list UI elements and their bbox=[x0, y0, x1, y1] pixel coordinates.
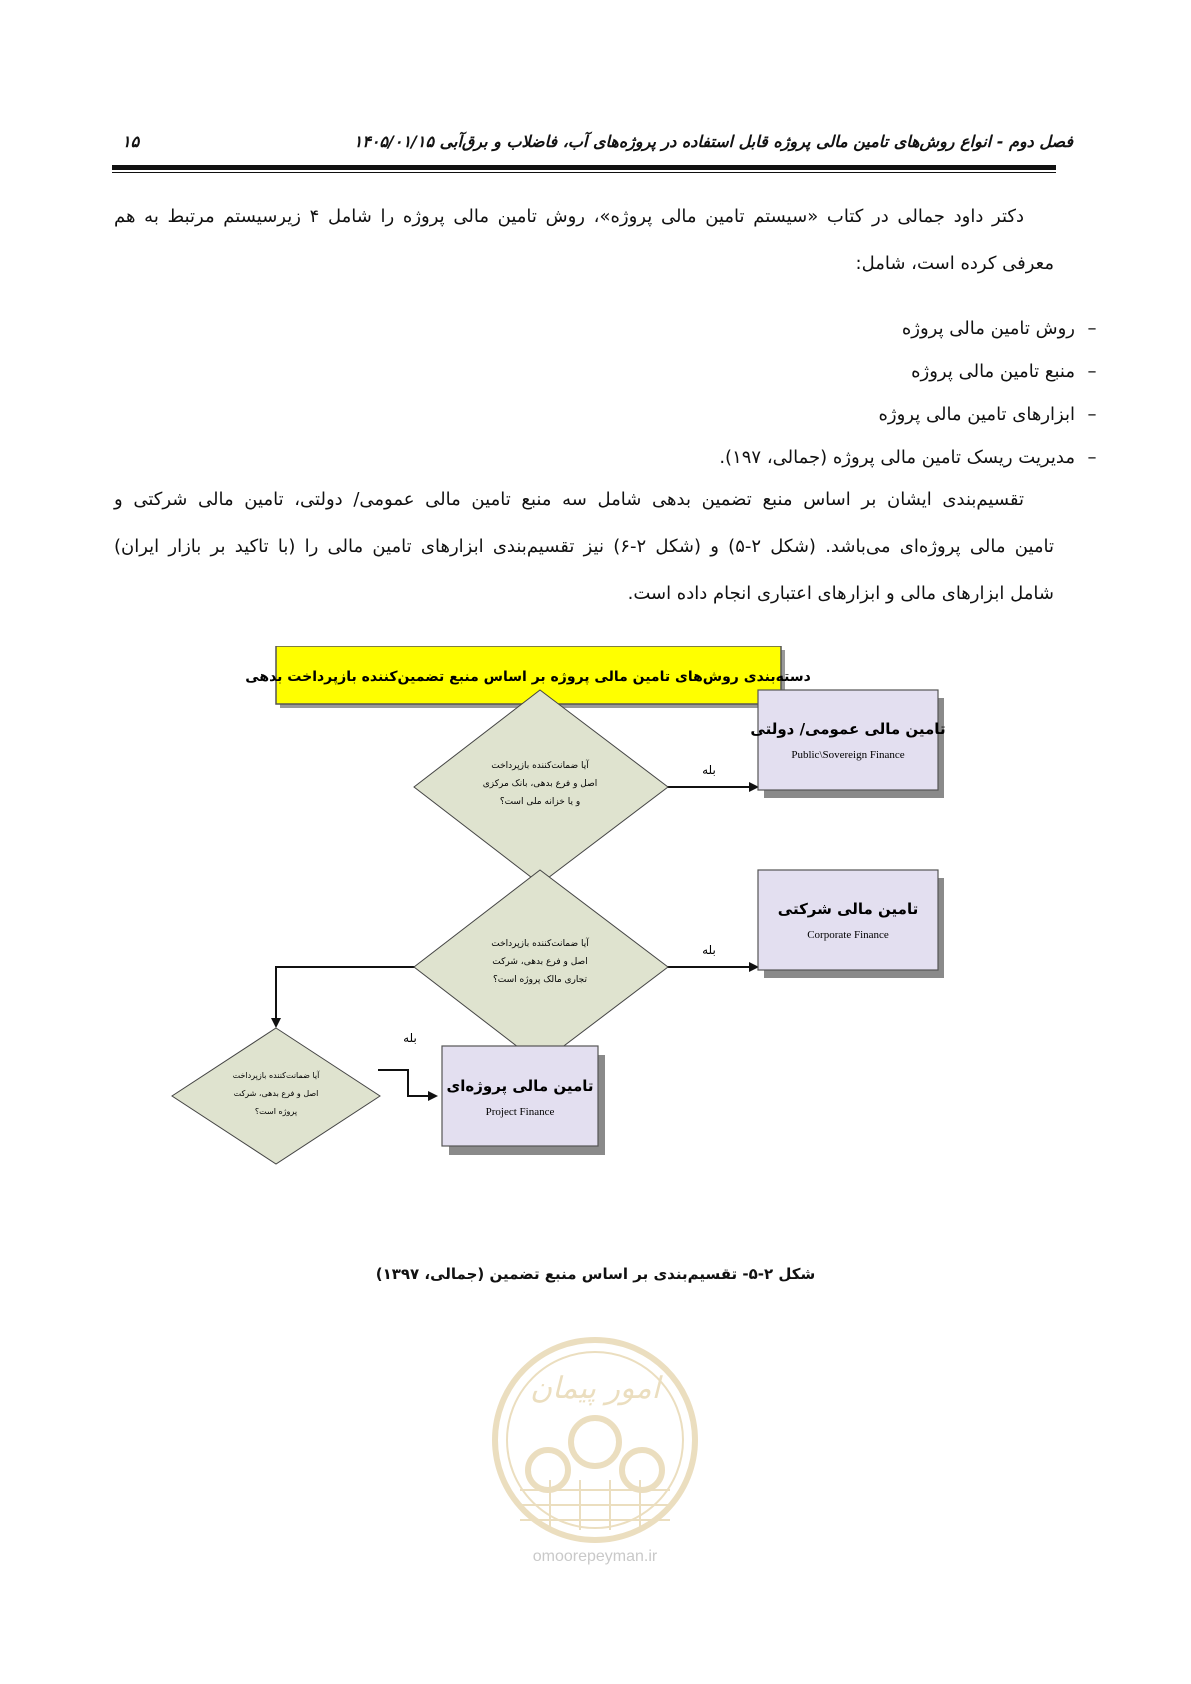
outcome-box-corporate bbox=[758, 870, 938, 970]
intro-line-2: معرفی کرده است، شامل: bbox=[855, 253, 1054, 274]
arrow-d3-yes bbox=[378, 1070, 436, 1096]
list-item: –مدیریت ریسک تامین مالی پروژه (جمالی، ۱۹۷). bbox=[719, 447, 1097, 468]
outcome-corporate-en: Corporate Finance bbox=[807, 929, 889, 941]
decision-3-line-1: آیا ضمانت‌کننده بازپرداخت bbox=[232, 1071, 320, 1080]
decision-1-line-3: و یا خزانه ملی است؟ bbox=[499, 797, 581, 807]
outcome-public-fa: تامین مالی عمومی/ دولتی bbox=[750, 720, 946, 738]
decision-2-line-3: تجاری مالک پروژه است؟ bbox=[493, 975, 587, 985]
figure-caption: شکل ۲-۵- تقسیم‌بندی بر اساس منبع تضمین (جمالی، ۱۳۹۷) bbox=[375, 1265, 816, 1283]
classification-line-3: شامل ابزارهای مالی و ابزارهای اعتباری انجام داده است. bbox=[627, 583, 1054, 604]
outcome-corporate-fa: تامین مالی شرکتی bbox=[777, 900, 919, 918]
decision-diamond-2 bbox=[414, 870, 668, 1064]
arrow-d2-no bbox=[276, 967, 415, 1026]
watermark-url: omoorepeyman.ir bbox=[532, 1548, 658, 1565]
classification-line-2: تامین مالی پروژه‌ای می‌باشد. (شکل ۲-۵) و (شکل ۲-۶) نیز تقسیم‌بندی ابزارهای تامین مالی را (با تاکید بر بازار ایران) bbox=[114, 536, 1055, 557]
header-rule-thin bbox=[112, 172, 1056, 173]
yes-label-2: بله bbox=[702, 943, 716, 957]
outcome-box-public bbox=[758, 690, 938, 790]
decision-1-line-1: آیا ضمانت‌کننده بازپرداخت bbox=[491, 761, 589, 771]
outcome-box-project bbox=[442, 1046, 598, 1146]
outcome-project-en: Project Finance bbox=[485, 1106, 555, 1118]
classification-line-1: تقسیم‌بندی ایشان بر اساس منبع تضمین بدهی شامل سه منبع تامین مالی عمومی/ دولتی، تامین مالی شرکتی و bbox=[114, 489, 1024, 510]
watermark-logo-icon bbox=[480, 1330, 710, 1550]
decision-2-line-1: آیا ضمانت‌کننده بازپرداخت bbox=[491, 939, 589, 949]
list-item: –روش تامین مالی پروژه bbox=[901, 318, 1097, 339]
page-number: ۱۵ bbox=[122, 132, 140, 151]
subsystem-list bbox=[629, 307, 1109, 479]
decision-3-line-3: پروژه است؟ bbox=[254, 1107, 298, 1116]
yes-label-1: بله bbox=[702, 763, 716, 777]
decision-3-line-2: اصل و فرع بدهی، شرکت bbox=[233, 1089, 319, 1098]
intro-line-1: دکتر داود جمالی در کتاب «سیستم تامین مالی پروژه»، روش تامین مالی پروژه را شامل ۴ زیرسیستم مرتبط به هم bbox=[114, 206, 1024, 227]
decision-2-line-2: اصل و فرع بدهی، شرکت bbox=[492, 957, 588, 967]
list-item: –ابزارهای تامین مالی پروژه bbox=[878, 404, 1097, 425]
intro-paragraph bbox=[114, 193, 1054, 287]
outcome-project-fa: تامین مالی پروژه‌ای bbox=[446, 1077, 594, 1095]
flowchart-title: دسته‌بندی روش‌های تامین مالی پروژه بر اساس منبع تضمین‌کننده بازپرداخت بدهی bbox=[245, 669, 811, 685]
classification-paragraph bbox=[114, 476, 1054, 617]
decision-1-line-2: اصل و فرع بدهی، بانک مرکزی bbox=[482, 779, 598, 789]
yes-label-3: بله bbox=[403, 1031, 417, 1045]
header-rule bbox=[112, 165, 1056, 170]
financing-classification-flowchart bbox=[170, 646, 1030, 1236]
outcome-public-en: Public\Sovereign Finance bbox=[791, 749, 905, 761]
list-item: –منبع تامین مالی پروژه bbox=[911, 361, 1097, 382]
watermark-logo-text: امور پیمان bbox=[530, 1371, 660, 1406]
running-header-title: فصل دوم - انواع روش‌های تامین مالی پروژه قابل استفاده در پروژه‌های آب، فاضلاب و برق‌آبی ۱۴۰۵/۰۱/۱۵ bbox=[353, 132, 1073, 151]
